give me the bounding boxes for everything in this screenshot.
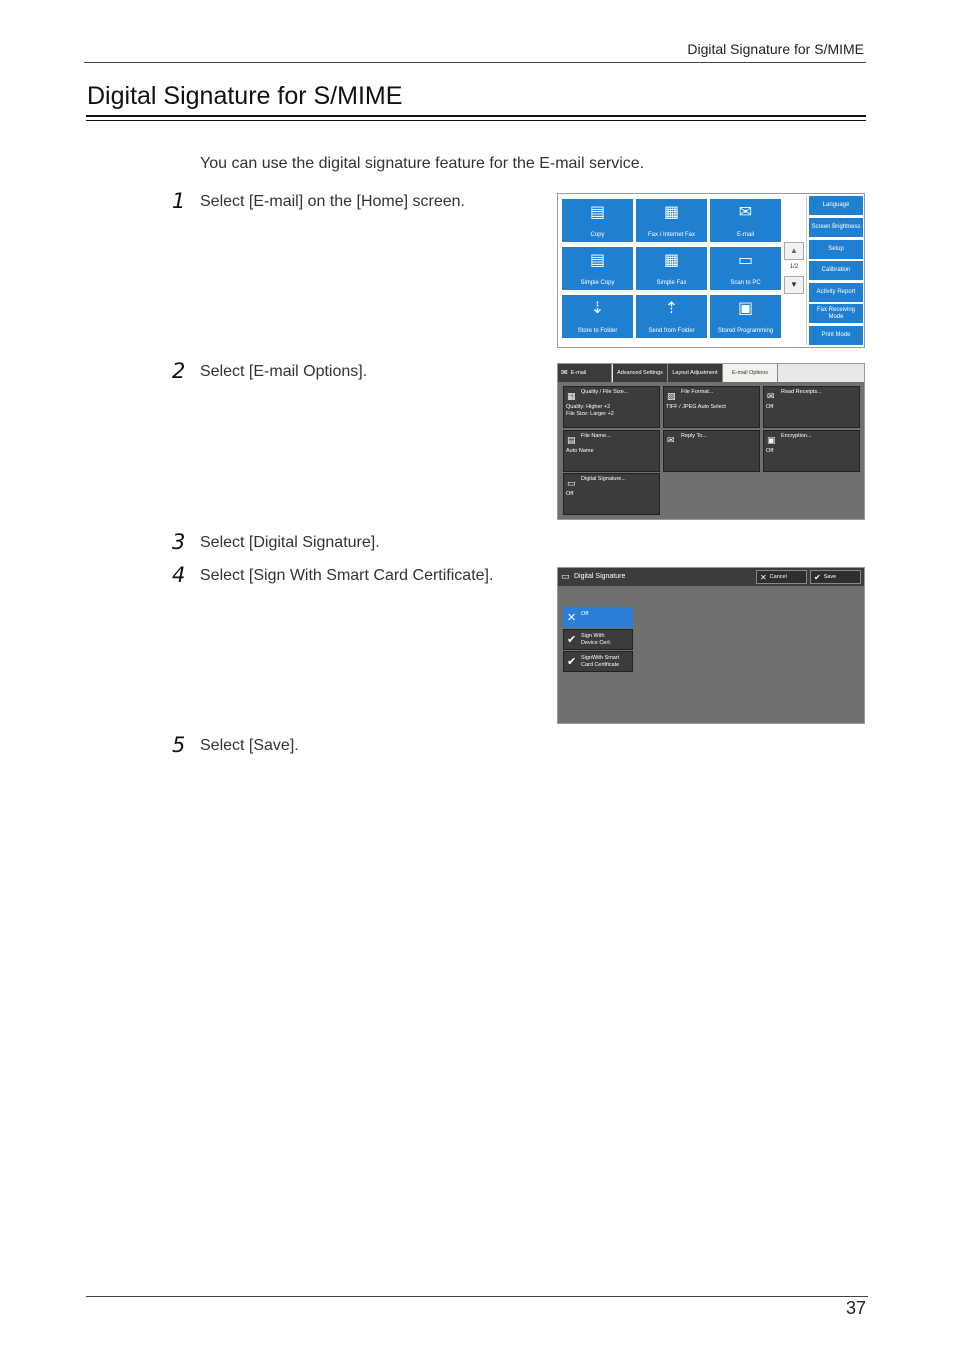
email-icon: ✉	[561, 368, 568, 377]
close-icon: ✕	[760, 572, 767, 582]
tile-simple-fax[interactable]	[636, 247, 707, 290]
check-icon: ✔	[567, 656, 577, 668]
save-button[interactable]	[810, 570, 861, 584]
page-up-button[interactable]	[784, 242, 804, 260]
fax-icon: ▦	[663, 204, 680, 221]
step-text: Select [Sign With Smart Card Certificate].	[200, 567, 494, 584]
tile-label: E-mail	[736, 232, 754, 238]
option-title: File Format...	[681, 389, 714, 395]
option-value: TIFF / JPEG Auto Select	[666, 404, 726, 410]
fax-icon: ▦	[663, 252, 680, 269]
tile-label: Simple Fax	[656, 280, 687, 286]
reply-to-button[interactable]	[663, 430, 760, 472]
save-label: Save	[823, 574, 837, 580]
option-title: Encryption...	[781, 433, 812, 439]
step-text: Select [E-mail] on the [Home] screen.	[200, 193, 465, 210]
tile-label: Send from Folder	[648, 328, 695, 334]
tile-stored-programming[interactable]	[710, 295, 781, 338]
folder-out-icon: ⇡	[664, 300, 679, 317]
digital-signature-screenshot	[557, 567, 865, 724]
title-rule	[86, 115, 866, 117]
page-down-button[interactable]	[784, 276, 804, 294]
folder-in-icon: ⇣	[590, 300, 605, 317]
screen-brightness-button[interactable]: Screen Brightness	[809, 218, 863, 237]
check-icon: ✔	[567, 634, 577, 646]
close-icon: ✕	[567, 612, 577, 624]
email-options-screenshot	[557, 363, 865, 520]
tile-simple-copy[interactable]	[562, 247, 633, 290]
language-button[interactable]: Language	[809, 196, 863, 215]
tab-email-options[interactable]: E-mail Options	[723, 364, 778, 382]
tile-send-from-folder[interactable]	[636, 295, 707, 338]
option-title: Digital Signature...	[581, 476, 626, 482]
print-mode-button[interactable]: Print Mode	[809, 326, 863, 345]
read-receipts-button[interactable]	[763, 386, 860, 428]
quality-icon: ▦	[567, 391, 576, 401]
option-title: File Name...	[581, 433, 611, 439]
header-rule	[84, 62, 866, 63]
copy-icon: ▤	[589, 204, 606, 221]
file-name-icon: ▤	[567, 435, 576, 445]
tile-email[interactable]	[710, 199, 781, 242]
tab-label: E-mail	[570, 370, 587, 376]
option-value: Off	[766, 404, 774, 410]
dialog-title: Digital Signature	[574, 573, 626, 580]
tab-advanced-settings[interactable]: Advanced Settings	[613, 364, 668, 382]
encryption-button[interactable]	[763, 430, 860, 472]
fax-receiving-mode-button[interactable]: Fax Receiving Mode	[809, 304, 863, 323]
page-indicator: 1/2	[789, 264, 799, 270]
signature-icon: ▭	[561, 571, 570, 581]
file-icon: ▧	[667, 391, 676, 401]
digital-signature-button[interactable]	[563, 473, 660, 515]
arrow-up-icon: ▲	[790, 246, 798, 255]
option-title: Read Receipts...	[781, 389, 822, 395]
option-title: Quality / File Size...	[581, 389, 629, 395]
tab-bar	[558, 364, 864, 382]
option-label: SignWith Smart Card Certificate	[581, 655, 620, 668]
option-label: Off	[581, 611, 589, 617]
tab-email[interactable]	[558, 364, 612, 382]
dialog-header	[558, 568, 864, 586]
divider	[806, 196, 807, 345]
footer-rule	[86, 1296, 868, 1297]
option-title: Reply To...	[681, 433, 707, 439]
option-value: Off	[766, 448, 774, 454]
check-icon: ✔	[814, 572, 821, 582]
quality-file-size-button[interactable]	[563, 386, 660, 428]
tile-store-to-folder[interactable]	[562, 295, 633, 338]
page-number: 37	[845, 1298, 866, 1318]
save-icon: ▣	[737, 300, 754, 317]
cancel-button[interactable]	[756, 570, 807, 584]
reply-envelope-icon: ✉	[667, 435, 675, 445]
step-number: 2	[172, 359, 186, 383]
step-number: 3	[172, 530, 186, 554]
tile-label: Simple Copy	[580, 280, 615, 286]
tile-copy[interactable]	[562, 199, 633, 242]
title-rule-thin	[86, 120, 866, 121]
activity-report-button[interactable]: Activity Report	[809, 283, 863, 302]
monitor-icon: ▭	[737, 252, 754, 269]
running-header: Digital Signature for S/MIME	[687, 41, 864, 57]
step-number: 1	[172, 189, 186, 213]
email-icon: ✉	[738, 204, 753, 221]
intro-text: You can use the digital signature feature for the E-mail service.	[200, 155, 645, 172]
calibration-button[interactable]: Calibration	[809, 261, 863, 280]
step-number: 5	[172, 733, 186, 757]
home-screen-screenshot	[557, 193, 865, 348]
page-title: Digital Signature for S/MIME	[87, 82, 403, 110]
tile-label: Copy	[590, 232, 605, 238]
lock-icon: ▣	[767, 435, 776, 445]
file-format-button[interactable]	[663, 386, 760, 428]
option-value: Quality: Higher +2 File Size: Larger +2	[566, 404, 614, 417]
tile-scan-to-pc[interactable]	[710, 247, 781, 290]
step-number: 4	[172, 563, 186, 587]
step-text: Select [Save].	[200, 737, 299, 754]
option-label: Sign With Device Cert.	[581, 633, 612, 646]
signature-icon: ▭	[567, 478, 576, 488]
envelope-open-icon: ✉	[767, 391, 775, 401]
cancel-label: Cancel	[769, 574, 787, 580]
option-sign-with-device-cert[interactable]	[563, 629, 633, 650]
option-value: Off	[566, 491, 574, 497]
option-off[interactable]	[563, 607, 633, 628]
option-value: Auto Name	[566, 448, 594, 454]
tile-fax-internet-fax[interactable]	[636, 199, 707, 242]
step-text: Select [E-mail Options].	[200, 363, 368, 380]
file-name-button[interactable]	[563, 430, 660, 472]
step-text: Select [Digital Signature].	[200, 534, 380, 551]
arrow-down-icon: ▼	[790, 280, 798, 289]
tile-label: Store to Folder	[577, 328, 618, 334]
copy-icon: ▤	[589, 252, 606, 269]
setup-button[interactable]: Setup	[809, 240, 863, 259]
tab-layout-adjustment[interactable]: Layout Adjustment	[668, 364, 723, 382]
option-sign-with-smart-card-certificate[interactable]	[563, 651, 633, 672]
tile-label: Stored Programming	[717, 328, 774, 334]
tile-label: Scan to PC	[730, 280, 761, 286]
tile-label: Fax / Internet Fax	[647, 232, 696, 238]
